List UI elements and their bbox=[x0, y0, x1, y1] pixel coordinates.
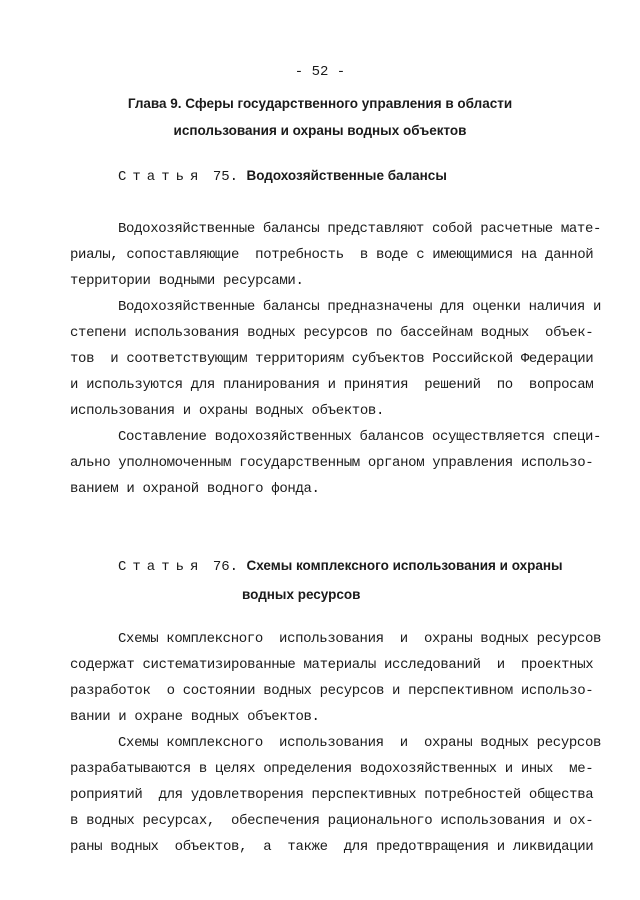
article-75-line-3: территории водными ресурсами. bbox=[70, 273, 304, 289]
article-75-line-5: степени использования водных ресурсов по бассейнам водных объек- bbox=[70, 325, 594, 341]
article-75-heading bbox=[118, 162, 588, 191]
article-75-line-10: ально уполномоченным государственным органом управления использо- bbox=[70, 455, 594, 471]
article-76-line-2: содержат систематизированные материалы исследований и проектных bbox=[70, 657, 594, 673]
article-76-number: 76. bbox=[212, 559, 239, 575]
article-76-word: Статья bbox=[118, 559, 205, 575]
article-76-line-8: в водных ресурсах, обеспечения рационального использования и ох- bbox=[70, 813, 594, 829]
article-75-line-6: тов и соответствующим территориям субъектов Российской Федерации bbox=[70, 351, 594, 367]
article-76-line-9: раны водных объектов, а также для предотвращения и ликвидации bbox=[70, 839, 594, 855]
article-75-line-1: Водохозяйственные балансы представляют собой расчетные мате- bbox=[118, 221, 602, 237]
article-76-line-1: Схемы комплексного использования и охраны водных ресурсов bbox=[118, 631, 602, 647]
article-76-line-6: разрабатываются в целях определения водохозяйственных и иных ме- bbox=[70, 761, 594, 777]
article-75-number: 75. bbox=[212, 169, 239, 185]
article-76-title-line-1: Схемы комплексного использования и охраны bbox=[246, 558, 563, 573]
chapter-title-line-1: Глава 9. Сферы государственного управления в области bbox=[127, 96, 513, 111]
article-76-line-3: разработок о состоянии водных ресурсов и перспективном использо- bbox=[70, 683, 594, 699]
article-75-line-2: риалы, сопоставляющие потребность в воде с имеющимися на данной bbox=[70, 247, 594, 263]
article-76-line-5: Схемы комплексного использования и охраны водных ресурсов bbox=[118, 735, 602, 751]
article-76-title-line-2: водных ресурсов bbox=[242, 587, 361, 602]
article-76-line-7: роприятий для удовлетворения перспективных потребностей общества bbox=[70, 787, 594, 803]
article-75-line-11: ванием и охраной водного фонда. bbox=[70, 481, 320, 497]
article-76-heading bbox=[118, 552, 588, 608]
article-75-line-9: Составление водохозяйственных балансов осуществляется специ- bbox=[118, 429, 602, 445]
article-75-line-7: и используются для планирования и принятия решений по вопросам bbox=[70, 377, 594, 393]
article-76-line-4: вании и охране водных объектов. bbox=[70, 709, 320, 725]
chapter-title bbox=[40, 90, 600, 144]
article-75-word: Статья bbox=[118, 169, 205, 185]
page-number: - 52 - bbox=[294, 64, 346, 80]
chapter-title-line-2: использования и охраны водных объектов bbox=[173, 123, 467, 138]
article-75-title: Водохозяйственные балансы bbox=[246, 168, 447, 183]
article-75-line-8: использования и охраны водных объектов. bbox=[70, 403, 385, 419]
article-75-line-4: Водохозяйственные балансы предназначены для оценки наличия и bbox=[118, 299, 602, 315]
